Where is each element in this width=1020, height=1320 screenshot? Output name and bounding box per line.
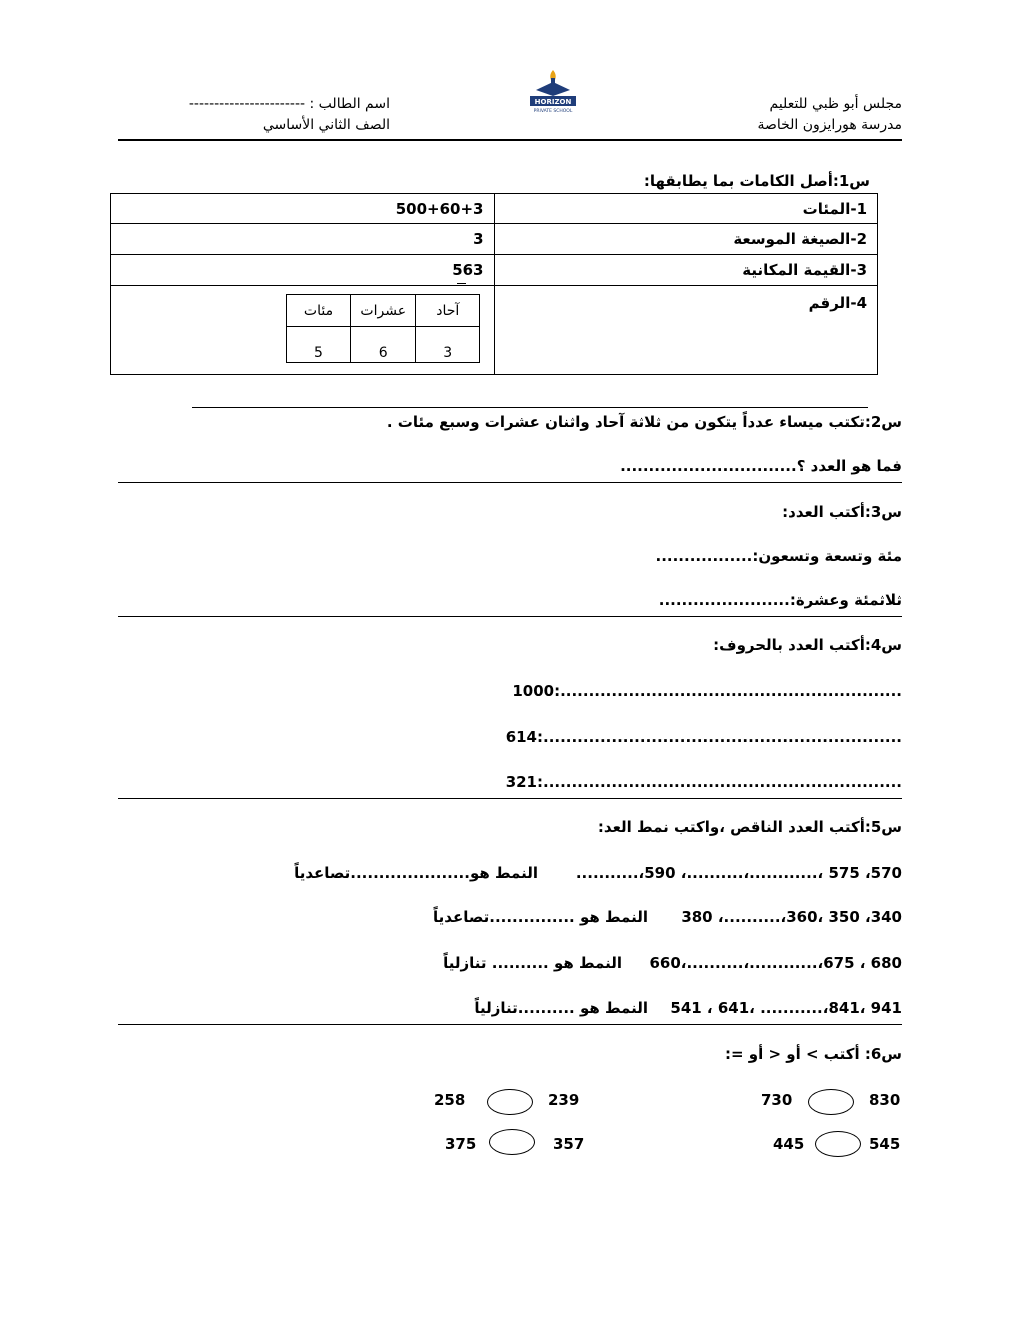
q6-pair4-compare-oval[interactable] xyxy=(489,1129,535,1155)
q6-pair3-b: 445 xyxy=(773,1135,805,1153)
q5-row2-sequence[interactable]: 380 ،..........،360، 350 ،340 xyxy=(681,908,902,926)
match-term-1[interactable]: 1-المئات xyxy=(494,194,878,224)
match-value-1[interactable]: 500+60+3 xyxy=(111,194,495,224)
q3-title: س3:أكتب العدد: xyxy=(782,503,902,521)
q5-row2-pattern[interactable]: النمط هو ...............تصاعدياً xyxy=(433,908,648,926)
q6-pair3-compare-oval[interactable] xyxy=(815,1131,861,1157)
q2-answer-line[interactable]: فما هو العدد ؟............................... xyxy=(620,457,902,475)
pv-digit-tens: 6 xyxy=(351,327,416,363)
q6-title: س6: أكتب > أو < أو =: xyxy=(725,1045,902,1063)
q2-top-rule xyxy=(192,407,868,408)
match-term-3[interactable]: 3-القيمة المكانية xyxy=(494,255,878,286)
svg-text:PRIVATE SCHOOL: PRIVATE SCHOOL xyxy=(533,109,573,114)
q5-title: س5:أكتب العدد الناقص ،واكتب نمط العد: xyxy=(597,818,902,836)
q5-row3-pattern[interactable]: النمط هو .......... تنازلياً xyxy=(443,954,622,972)
q3-item-1[interactable]: مئة وتسعة وتسعون:................. xyxy=(655,547,902,565)
q5-row4-sequence[interactable]: 541 ، 641، ...........،841، 941 xyxy=(670,999,902,1017)
q3-item-2[interactable]: ثلاثمئة وعشرة:....................... xyxy=(658,591,902,609)
q5-row3-sequence[interactable]: 660،..........،............،675 ، 680 xyxy=(649,954,902,972)
q5-row1-sequence[interactable]: ...........،590 ،..........،............، 575 ،570 xyxy=(575,864,902,882)
q4-item-1000[interactable]: 1000:............................................................ xyxy=(512,682,902,700)
underline-hundreds-digit xyxy=(457,283,466,284)
pv-digit-hundreds: 5 xyxy=(287,327,351,363)
q4-item-614[interactable]: 614:............................................................... xyxy=(505,728,902,746)
school-logo xyxy=(526,66,580,114)
q6-pair1-a: 830 xyxy=(869,1091,901,1109)
match-value-2[interactable]: 3 xyxy=(111,224,495,255)
school-name: مدرسة هورايزون الخاصة xyxy=(757,117,902,133)
q6-pair2-b: 258 xyxy=(434,1091,466,1109)
q2-question: س2:تكتب ميساء عدداً يتكون من ثلاثة آحاد واثنان عشرات وسبع مئات . xyxy=(386,413,902,431)
q6-pair4-b: 375 xyxy=(445,1135,477,1153)
q1-title: س1:أصل الكامات بما يطابقها: xyxy=(643,172,870,190)
q6-pair3-a: 545 xyxy=(869,1135,901,1153)
grade-label: الصف الثاني الأساسي xyxy=(262,117,390,133)
place-value-table xyxy=(286,294,480,363)
council-name: مجلس أبو ظبي للتعليم xyxy=(769,96,902,112)
matching-table xyxy=(110,193,878,375)
rule-after-q3 xyxy=(118,616,902,617)
pv-header-ones: آحاد xyxy=(416,295,480,327)
q6-pair2-a: 239 xyxy=(548,1091,580,1109)
rule-after-q2 xyxy=(118,482,902,483)
svg-text:HORIZON: HORIZON xyxy=(534,98,572,106)
q4-item-321[interactable]: 321:............................................................... xyxy=(505,773,902,791)
q6-pair1-compare-oval[interactable] xyxy=(808,1089,854,1115)
match-term-2[interactable]: 2-الصيغة الموسعة xyxy=(494,224,878,255)
q4-title: س4:أكتب العدد بالحروف: xyxy=(713,636,902,654)
q6-pair2-compare-oval[interactable] xyxy=(487,1089,533,1115)
pv-header-tens: عشرات xyxy=(351,295,416,327)
q5-row4-pattern[interactable]: النمط هو ..........تنازلياً xyxy=(474,999,648,1017)
student-name-field[interactable]: اسم الطالب : ----------------------- xyxy=(188,96,390,112)
q5-row1-pattern[interactable]: النمط هو.....................تصاعدياً xyxy=(294,864,538,882)
header-rule xyxy=(118,139,902,141)
rule-after-q4 xyxy=(118,798,902,799)
pv-header-hundreds: مئات xyxy=(287,295,351,327)
rule-after-q5 xyxy=(118,1024,902,1025)
q6-pair1-b: 730 xyxy=(761,1091,793,1109)
q6-pair4-a: 357 xyxy=(553,1135,585,1153)
match-value-3[interactable]: 563 xyxy=(111,255,495,286)
pv-digit-ones: 3 xyxy=(416,327,480,363)
match-term-4[interactable]: 4-الرقم xyxy=(494,286,878,375)
